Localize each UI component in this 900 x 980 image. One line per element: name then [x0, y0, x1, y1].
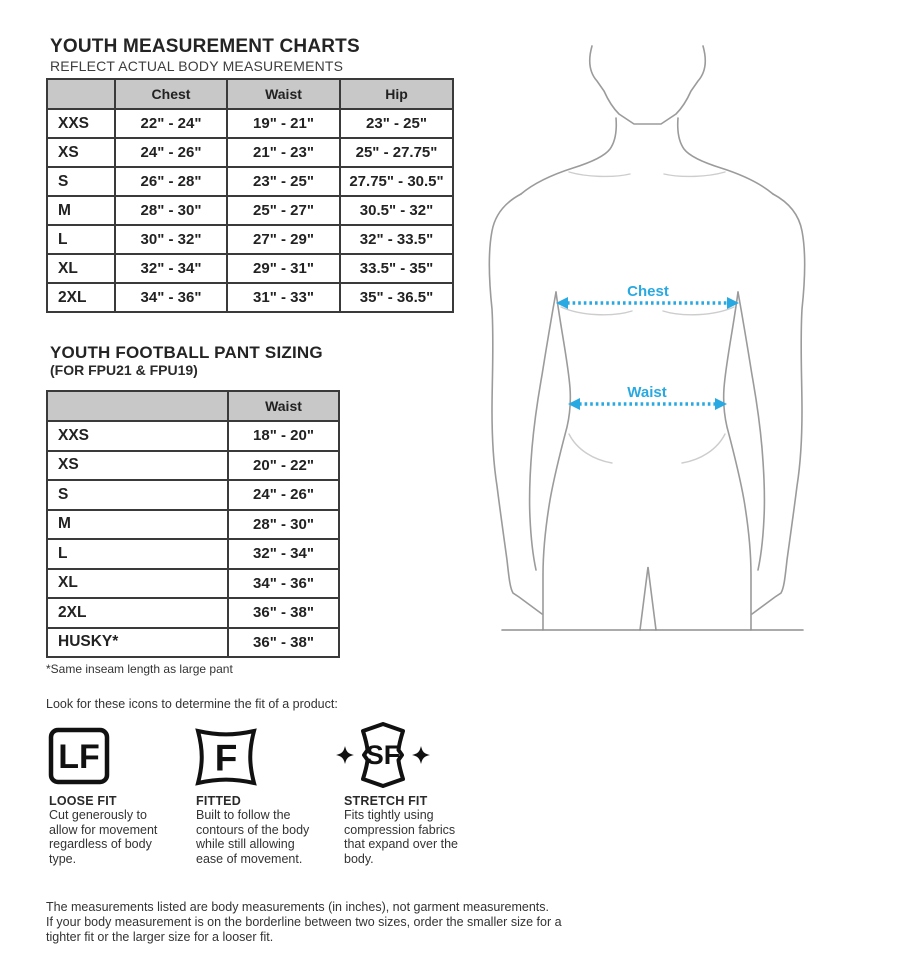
size-cell: 2XL — [47, 598, 228, 628]
size-cell: XS — [47, 138, 115, 167]
figure-head-path — [590, 46, 706, 124]
desc-line: Built to follow the — [196, 808, 291, 822]
stretch-fit-description — [344, 808, 458, 866]
stretch-fit-name: STRETCH FIT — [344, 794, 428, 808]
figure-hip-right-path — [682, 434, 725, 463]
header-cell-chest: Chest — [115, 79, 227, 109]
value-cell: 24" - 26" — [115, 138, 227, 167]
pant-sizing-table — [46, 390, 340, 658]
waist-label: Waist — [627, 384, 667, 401]
pant-sizing-title: YOUTH FOOTBALL PANT SIZING — [50, 343, 323, 362]
size-cell: 2XL — [47, 283, 115, 312]
table-row — [47, 628, 339, 658]
measurement-chart-subtitle: REFLECT ACTUAL BODY MEASUREMENTS — [50, 58, 344, 74]
header-cell-waist: Waist — [228, 391, 339, 421]
fitted-icon — [194, 728, 258, 786]
footer-note — [46, 900, 562, 945]
table-row — [47, 569, 339, 599]
figure-arm-right-inner-path — [738, 292, 764, 570]
value-cell: 36" - 38" — [228, 598, 339, 628]
value-cell: 33.5" - 35" — [340, 254, 453, 283]
table-header-row — [47, 391, 339, 421]
table-row — [47, 510, 339, 540]
size-cell: HUSKY* — [47, 628, 228, 658]
value-cell: 35" - 36.5" — [340, 283, 453, 312]
table-row — [47, 167, 453, 196]
size-cell: XXS — [47, 421, 228, 451]
size-cell: L — [47, 539, 228, 569]
figure-arm-left-inner-path — [530, 292, 556, 570]
figure-arm-left-path — [489, 194, 542, 614]
value-cell: 31" - 33" — [227, 283, 340, 312]
table-row — [47, 283, 453, 312]
table-row — [47, 451, 339, 481]
waist-arrowhead-right-icon — [715, 398, 727, 410]
fit-icons-intro: Look for these icons to determine the fit of a product: — [46, 697, 338, 711]
size-cell: L — [47, 225, 115, 254]
value-cell: 23" - 25" — [340, 109, 453, 138]
size-cell: XS — [47, 451, 228, 481]
stretch-fit-icon — [335, 722, 431, 788]
figure-collarbone-left-path — [569, 172, 630, 176]
value-cell: 29" - 31" — [227, 254, 340, 283]
waist-annotation — [568, 384, 727, 410]
figure-hip-left-path — [569, 434, 612, 463]
value-cell: 23" - 25" — [227, 167, 340, 196]
value-cell: 34" - 36" — [115, 283, 227, 312]
chest-label: Chest — [627, 283, 669, 300]
footer-line: tighter fit or the larger size for a looser fit. — [46, 930, 274, 944]
value-cell: 28" - 30" — [115, 196, 227, 225]
value-cell: 27" - 29" — [227, 225, 340, 254]
desc-line: allow for movement — [49, 822, 158, 837]
header-cell-size — [47, 391, 228, 421]
stretch-fit-code: SF — [365, 740, 401, 770]
desc-line: while still allowing — [196, 837, 295, 851]
header-cell-hip: Hip — [340, 79, 453, 109]
size-cell: S — [47, 167, 115, 196]
loose-fit-description — [49, 808, 157, 866]
value-cell: 32" - 34" — [228, 539, 339, 569]
desc-line: contours of the body — [196, 822, 310, 837]
table-row — [47, 421, 339, 451]
figure-neck-left-path — [521, 118, 616, 194]
value-cell: 21" - 23" — [227, 138, 340, 167]
table-row — [47, 225, 453, 254]
value-cell: 32" - 34" — [115, 254, 227, 283]
value-cell: 25" - 27.75" — [340, 138, 453, 167]
value-cell: 34" - 36" — [228, 569, 339, 599]
value-cell: 30" - 32" — [115, 225, 227, 254]
value-cell: 18" - 20" — [228, 421, 339, 451]
table-row — [47, 138, 453, 167]
desc-line: that expand over the — [344, 837, 458, 851]
measurement-table — [46, 78, 454, 313]
loose-fit-name: LOOSE FIT — [49, 794, 117, 808]
size-cell: XL — [47, 569, 228, 599]
desc-line: body. — [344, 851, 374, 866]
value-cell: 20" - 22" — [228, 451, 339, 481]
size-cell: M — [47, 196, 115, 225]
table-row — [47, 109, 453, 138]
fitted-name: FITTED — [196, 794, 241, 808]
sparkle-right-icon — [412, 746, 430, 764]
desc-line: ease of movement. — [196, 851, 303, 866]
desc-line: type. — [49, 851, 77, 866]
footer-line: The measurements listed are body measurements (in inches), not garment measurements. — [46, 900, 550, 914]
header-cell-size — [47, 79, 115, 109]
value-cell: 26" - 28" — [115, 167, 227, 196]
value-cell: 28" - 30" — [228, 510, 339, 540]
sparkle-left-icon — [336, 746, 354, 764]
figure-detail-lines — [561, 172, 734, 463]
body-diagram — [480, 20, 830, 640]
pant-sizing-subtitle: (FOR FPU21 & FPU19) — [50, 362, 198, 378]
loose-fit-icon — [48, 727, 110, 785]
table-row — [47, 196, 453, 225]
figure-pec-left-path — [561, 307, 632, 315]
table-row — [47, 539, 339, 569]
header-cell-waist: Waist — [227, 79, 340, 109]
value-cell: 30.5" - 32" — [340, 196, 453, 225]
desc-line: Cut generously to — [49, 808, 147, 822]
figure-arm-right-path — [752, 194, 805, 614]
table-row — [47, 254, 453, 283]
value-cell: 22" - 24" — [115, 109, 227, 138]
pant-table-footnote: *Same inseam length as large pant — [46, 662, 233, 676]
value-cell: 36" - 38" — [228, 628, 339, 658]
size-cell: M — [47, 510, 228, 540]
loose-fit-code: LF — [58, 738, 100, 776]
desc-line: compression fabrics — [344, 822, 456, 837]
chest-annotation — [556, 283, 739, 309]
value-cell: 32" - 33.5" — [340, 225, 453, 254]
figure-outline — [489, 46, 804, 630]
table-header-row — [47, 79, 453, 109]
measurement-chart-title: YOUTH MEASUREMENT CHARTS — [50, 36, 360, 57]
figure-collarbone-right-path — [664, 172, 725, 176]
value-cell: 24" - 26" — [228, 480, 339, 510]
figure-neck-right-path — [678, 118, 773, 194]
table-row — [47, 598, 339, 628]
desc-line: Fits tightly using — [344, 808, 434, 822]
size-cell: XL — [47, 254, 115, 283]
fitted-description — [196, 808, 309, 866]
footer-line: If your body measurement is on the borderline between two sizes, order the smaller size for a — [46, 915, 562, 929]
desc-line: regardless of body — [49, 837, 152, 851]
size-cell: S — [47, 480, 228, 510]
figure-pec-right-path — [663, 307, 734, 315]
value-cell: 25" - 27" — [227, 196, 340, 225]
figure-crotch-path — [640, 567, 656, 630]
size-cell: XXS — [47, 109, 115, 138]
value-cell: 27.75" - 30.5" — [340, 167, 453, 196]
table-row — [47, 480, 339, 510]
fitted-code: F — [214, 737, 238, 779]
value-cell: 19" - 21" — [227, 109, 340, 138]
